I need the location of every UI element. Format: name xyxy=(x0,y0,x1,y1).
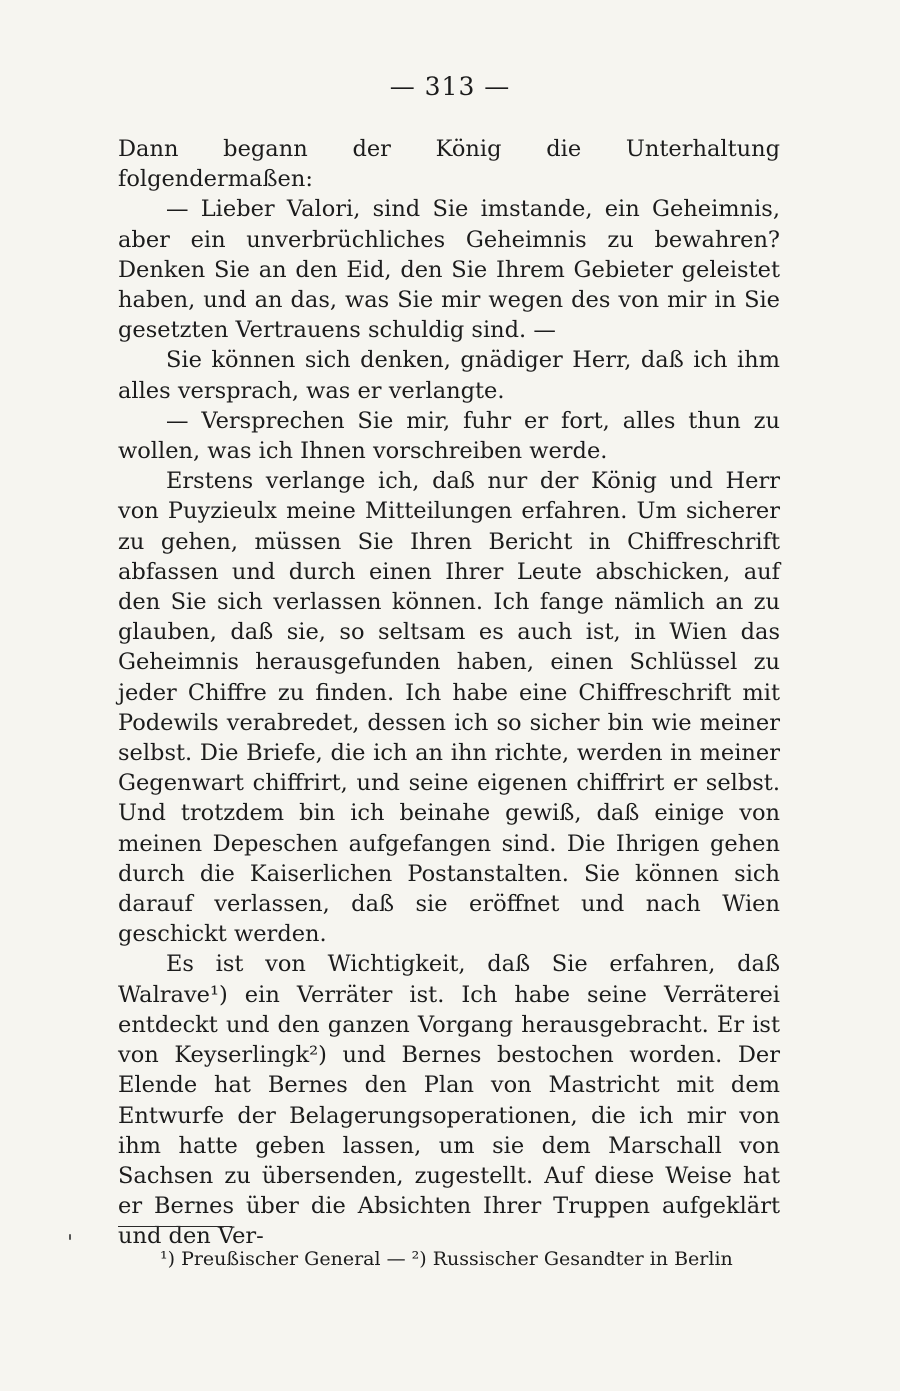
paragraph: Sie können sich denken, gnädiger Herr, daß ich ihm alles versprach, was er verlangte. xyxy=(118,347,780,404)
paragraph: Erstens verlange ich, daß nur der König und Herr von Puyzieulx meine Mitteilungen erfahren. Um sicherer zu gehen, müssen Sie Ihren Bericht in Chiffreschrift abfassen und durch einen Ihrer Leute abschicken, auf den Sie sich verlassen können. Ich fange nämlich an zu glauben, daß sie, so seltsam es auch ist, in Wien das Geheimnis herausgefunden haben, einen Schlüssel zu jeder Chiffre zu finden. Ich habe eine Chiffreschrift mit Podewils verabredet, dessen ich so sicher bin wie meiner selbst. Die Briefe, die ich an ihn richte, werden in meiner Gegenwart chiffrirt, und seine eigenen chiffrirt er selbst. Und trotzdem bin ich beinahe gewiß, daß einige von meinen Depeschen aufgefangen sind. Die Ihrigen gehen durch die Kaiserlichen Postanstalten. Sie können sich darauf verlassen, daß sie eröffnet und nach Wien geschickt werden. xyxy=(118,468,780,948)
body-text xyxy=(118,134,780,1252)
footnote-rule xyxy=(118,1226,232,1227)
margin-speck xyxy=(69,1234,71,1240)
paragraph: — Lieber Valori, sind Sie imstande, ein Geheimnis, aber ein unverbrüchliches Geheimnis zu bewahren? Denken Sie an den Eid, den Sie Ihrem Gebieter geleistet haben, und an das, was Sie mir wegen des von mir in Sie gesetzten Vertrauens schuldig sind. — xyxy=(118,196,780,344)
paragraph: — Versprechen Sie mir, fuhr er fort, alles thun zu wollen, was ich Ihnen vorschreiben werde. xyxy=(118,407,780,465)
paragraph: Dann begann der König die Unterhaltung folgendermaßen: xyxy=(118,136,780,193)
footnote: ¹) Preußischer General — ²) Russischer Gesandter in Berlin xyxy=(160,1248,733,1270)
page-number: — 313 — xyxy=(389,72,511,101)
paragraph: Es ist von Wichtigkeit, daß Sie erfahren, daß Walrave¹) ein Verräter ist. Ich habe seine Verräterei entdeckt und den ganzen Vorgang herausgebracht. Er ist von Keyserlingk²) und Bernes bestochen worden. Der Elende hat Bernes den Plan von Mastricht mit dem Entwurfe der Belagerungsoperationen, die ich mir von ihm hatte geben lassen, um sie dem Marschall von Sachsen zu übersenden, zugestellt. Auf diese Weise hat er Bernes über die Absichten Ihrer Truppen aufgeklärt und den Ver- xyxy=(118,951,780,1250)
